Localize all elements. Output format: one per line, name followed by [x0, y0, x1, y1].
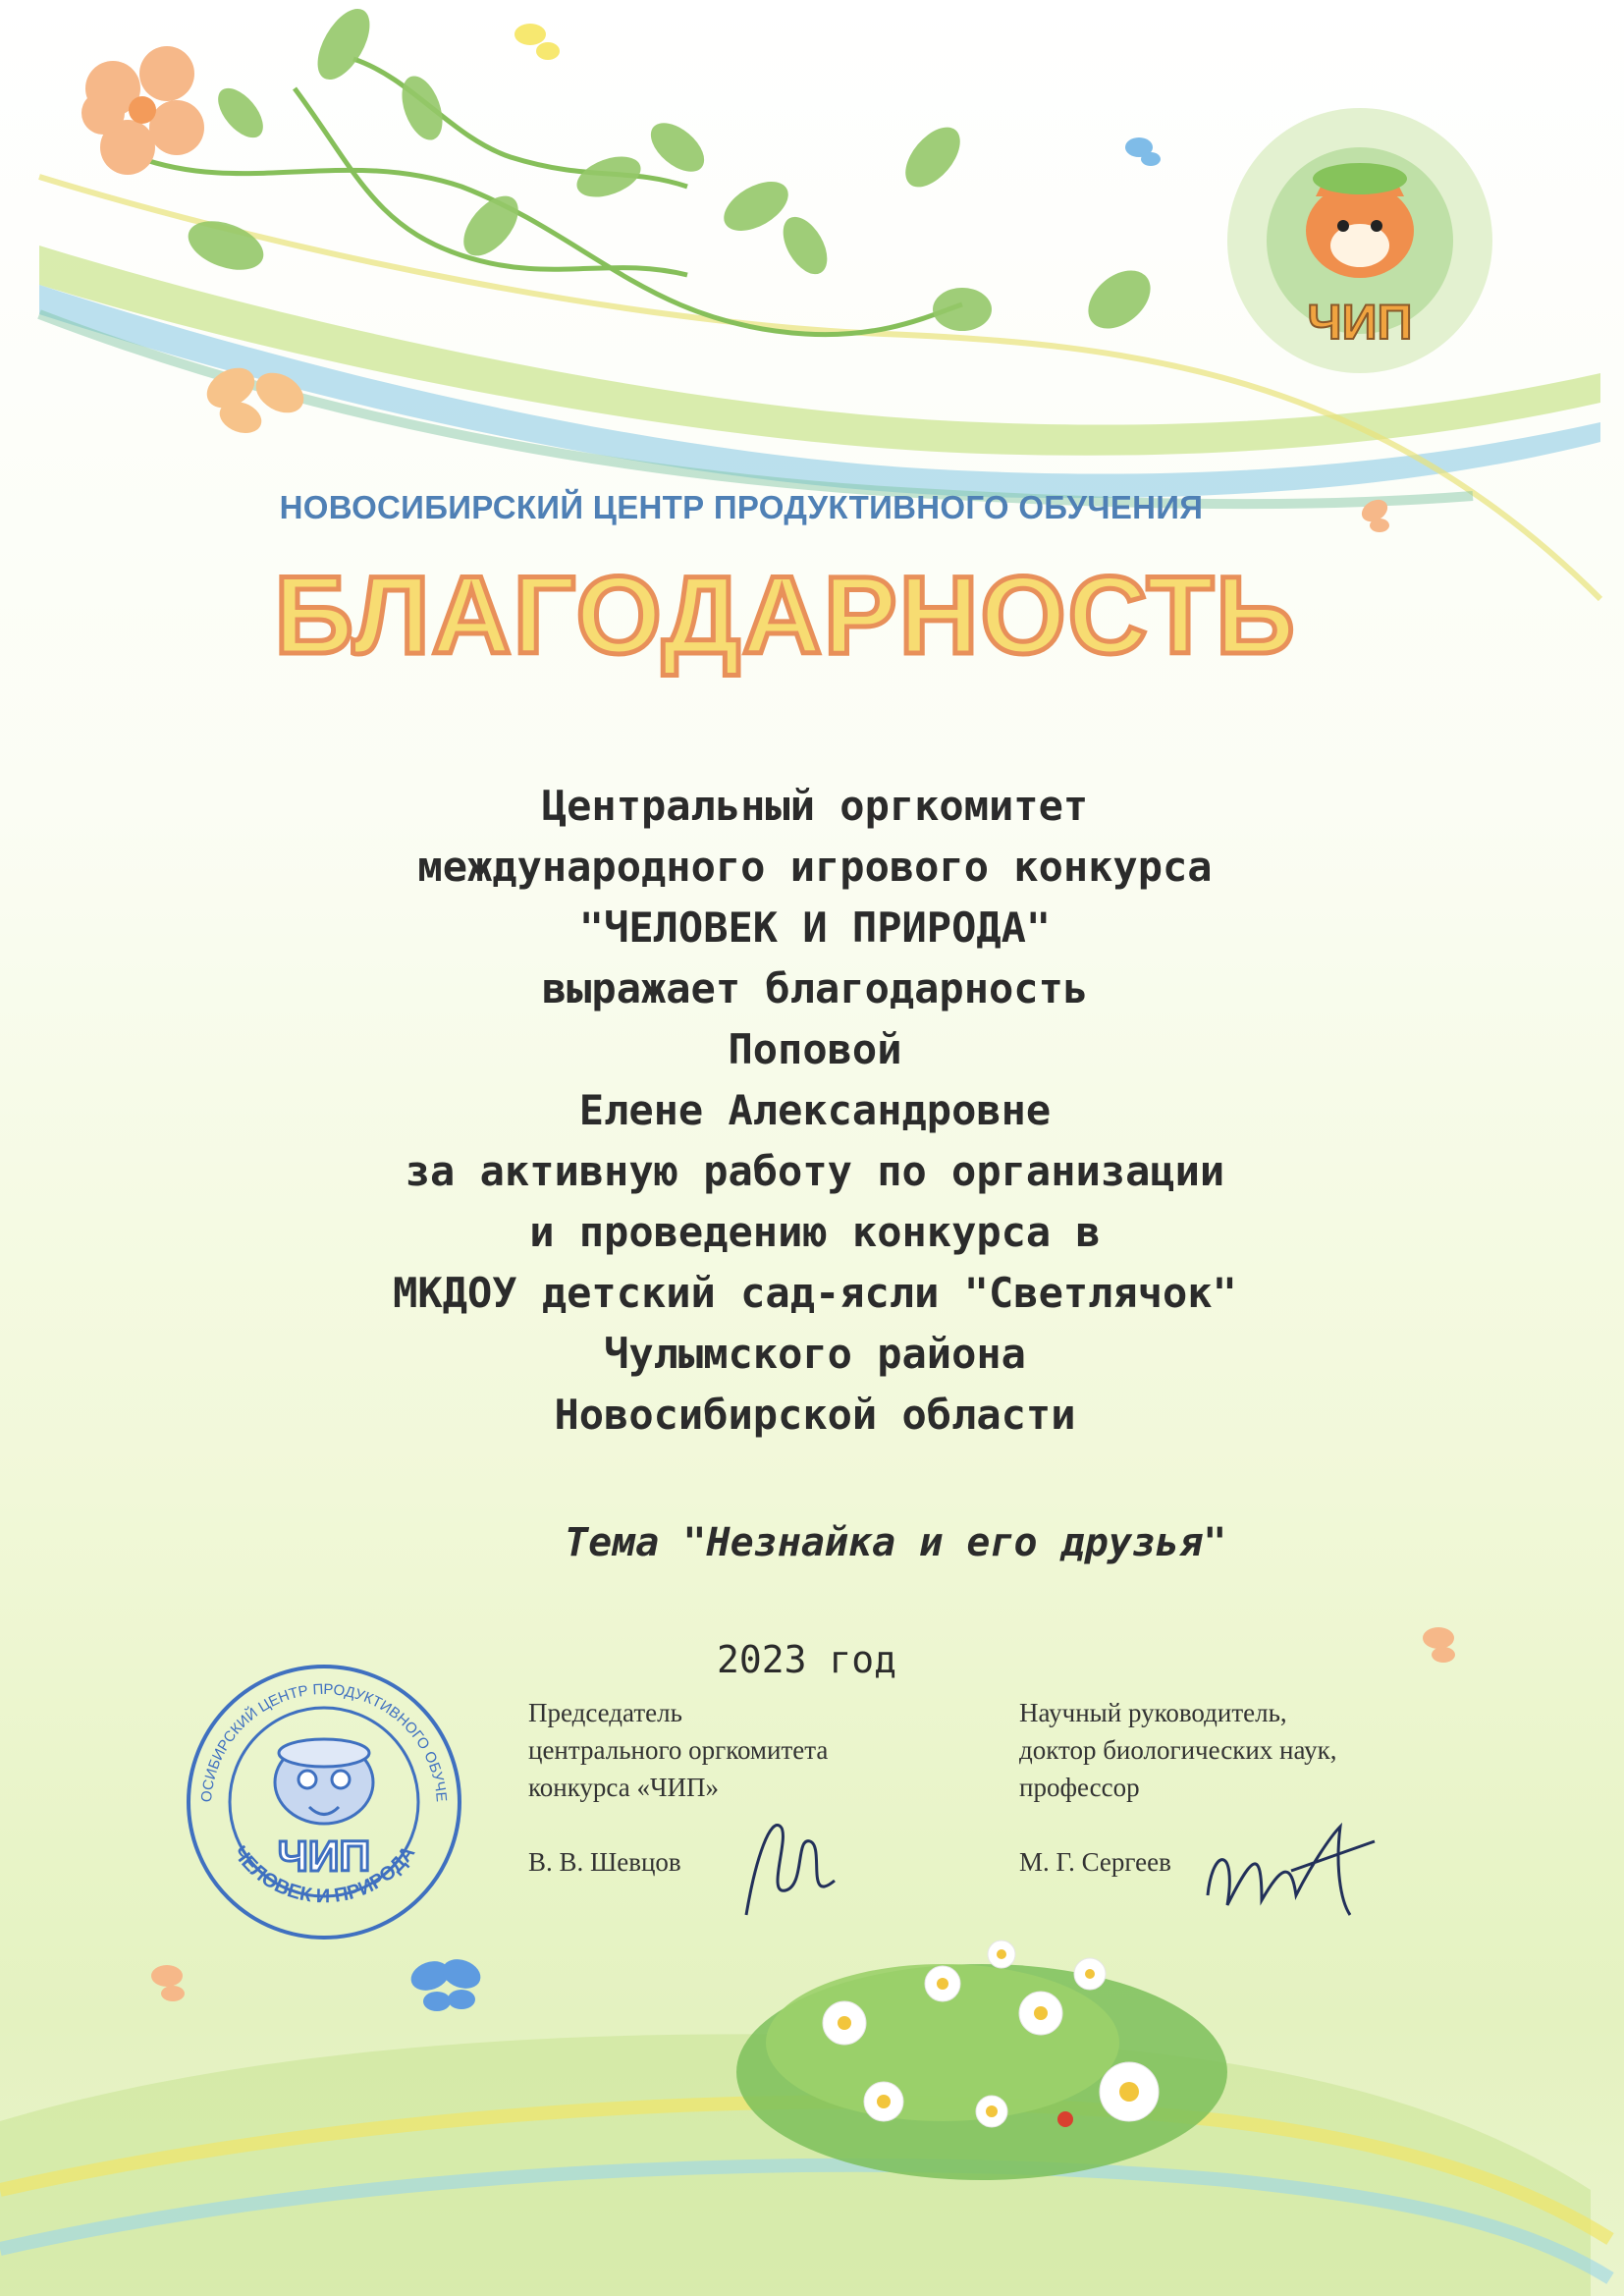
- year-line: 2023 год: [717, 1638, 897, 1681]
- institution-line: МКДОУ детский сад-ясли "Светлячок": [393, 1269, 1237, 1317]
- body-line: Центральный оргкомитет: [541, 782, 1089, 830]
- recipient-name: Елене Александровне: [578, 1086, 1052, 1134]
- headline-title: [196, 530, 1375, 697]
- signer-name: М. Г. Сергеев: [1019, 1847, 1171, 1877]
- theme-line: Тема "Незнайка и его друзья": [565, 1520, 1227, 1565]
- svg-text:ЧЕЛОВЕК И ПРИРОДА: ЧЕЛОВЕК И ПРИРОДА: [228, 1841, 420, 1908]
- svg-text:НОВОСИБИРСКИЙ ЦЕНТР ПРОДУКТИВН: ОСИБИРСКИЙ ЦЕНТР ПРОДУКТИВНОГО ОБУЧЕ: [197, 1680, 450, 1803]
- signer-role: конкурса «ЧИП»: [528, 1773, 720, 1802]
- body-line: международного игрового конкурса: [417, 843, 1213, 891]
- body-line: за активную работу по организации: [405, 1147, 1225, 1195]
- scientific-head-signature: [1193, 1807, 1380, 1944]
- certificate-body: [128, 776, 1502, 1446]
- body-line: "ЧЕЛОВЕК И ПРИРОДА": [578, 903, 1052, 952]
- signer-name: В. В. Шевцов: [528, 1847, 681, 1877]
- fox-logo-icon: [1218, 98, 1502, 383]
- chairman-signature: [727, 1797, 854, 1935]
- signer-role: Научный руководитель,: [1019, 1698, 1287, 1727]
- recipient-surname: Поповой: [728, 1025, 902, 1073]
- stamp-seal-icon: [182, 1660, 466, 1944]
- contest-logo: [1218, 98, 1502, 383]
- svg-text:БЛАГОДАРНОСТЬ: БЛАГОДАРНОСТЬ: [274, 554, 1297, 677]
- body-line: выражает благодарность: [541, 964, 1089, 1012]
- body-line: Чулымского района: [604, 1330, 1026, 1378]
- body-line: Новосибирской области: [554, 1391, 1076, 1439]
- body-line: и проведению конкурса в: [529, 1208, 1101, 1256]
- signer-role: центрального оргкомитета: [528, 1735, 829, 1765]
- stamp: [182, 1660, 466, 1944]
- organization-title: НОВОСИБИРСКИЙ ЦЕНТР ПРОДУКТИВНОГО ОБУЧЕНИЯ: [279, 489, 1204, 525]
- svg-text:ЧИП: ЧИП: [277, 1832, 371, 1881]
- signer-role: профессор: [1019, 1773, 1140, 1802]
- signer-role: доктор биологических наук,: [1019, 1735, 1337, 1765]
- svg-text:ЧИП: ЧИП: [1307, 295, 1413, 350]
- signer-role: Председатель: [528, 1698, 682, 1727]
